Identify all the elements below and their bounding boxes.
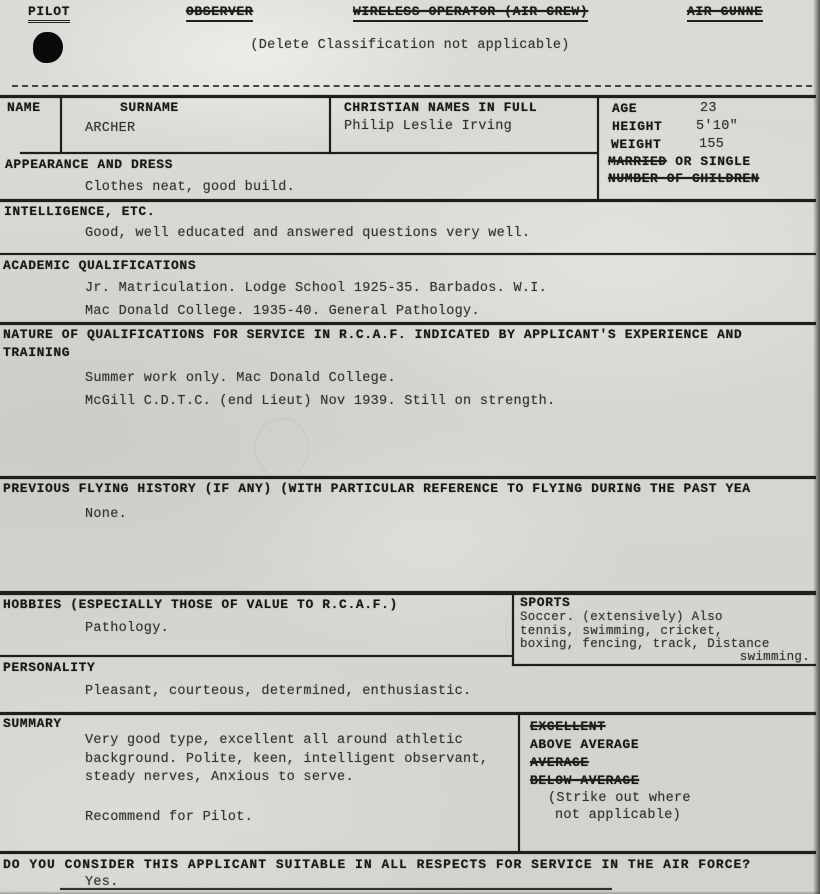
age-label: AGE	[612, 101, 638, 116]
vrule-name-cell	[60, 96, 62, 153]
suitability-question: DO YOU CONSIDER THIS APPLICANT SUITABLE IN ALL RESPECTS FOR SERVICE IN THE AIR FORCE?	[3, 857, 752, 872]
number-of-children-label	[608, 171, 759, 186]
rule-nature-bottom	[0, 476, 816, 479]
weight-label: WEIGHT	[611, 137, 662, 152]
rating-above-average: ABOVE AVERAGE	[530, 737, 640, 752]
delete-classification-note: (Delete Classification not applicable)	[250, 38, 570, 53]
rule-summary-bottom	[0, 851, 816, 854]
children-struck: NUMBER OF CHILDREN	[608, 171, 760, 186]
married-struck: MARRIED	[608, 154, 667, 169]
weight-value: 155	[699, 137, 725, 152]
rule-hobbies-bottom	[0, 655, 512, 657]
pilot-label: PILOT	[28, 4, 70, 23]
rule-bottom-partial	[60, 888, 612, 890]
scan-edge-right	[813, 0, 820, 894]
rule-namerow-top	[0, 95, 816, 98]
rule-personality-bottom	[0, 712, 816, 715]
academic-line-2: Mac Donald College. 1935-40. General Pathology.	[85, 304, 480, 319]
personality-value: Pleasant, courteous, determined, enthusiastic.	[85, 684, 472, 699]
rule-intelligence-bottom	[0, 253, 816, 255]
nature-label-line-1: NATURE OF QUALIFICATIONS FOR SERVICE IN R.C.A.F. INDICATED BY APPLICANT'S EXPERIENCE AND	[3, 327, 743, 342]
surname-value: ARCHER	[85, 121, 136, 136]
rule-sports-bottom	[512, 664, 816, 666]
rule-flying-bottom	[0, 591, 816, 595]
rating-average	[530, 755, 589, 770]
vrule-sports-cell	[512, 593, 514, 666]
vrule-rating-cell	[518, 714, 520, 851]
rating-excellent	[530, 719, 606, 734]
height-value: 5'10"	[696, 119, 739, 134]
summary-label: SUMMARY	[3, 716, 62, 731]
sports-line-2: tennis, swimming, cricket,	[520, 624, 723, 638]
sports-label: SPORTS	[520, 595, 571, 610]
classification-observer	[186, 4, 253, 19]
nature-label-line-2: TRAINING	[3, 345, 71, 360]
embossed-seal-mark	[255, 418, 309, 478]
married-or-single-label	[608, 154, 751, 169]
christian-names-value: Philip Leslie Irving	[344, 119, 513, 134]
christian-names-label: CHRISTIAN NAMES IN FULL	[344, 100, 538, 115]
air-gunner-label: AIR GUNNE	[687, 4, 763, 22]
classification-wireless-operator	[353, 4, 588, 19]
hobbies-value: Pathology.	[85, 621, 170, 636]
wireless-operator-label: WIRELESS OPERATOR (AIR CREW)	[353, 4, 588, 22]
vrule-christian-cell	[329, 96, 331, 154]
flying-history-label: PREVIOUS FLYING HISTORY (IF ANY) (WITH PARTICULAR REFERENCE TO FLYING DURING THE PAST YEA	[3, 481, 751, 496]
observer-label: OBSERVER	[186, 4, 253, 22]
rating-average-struck: AVERAGE	[530, 755, 589, 770]
sports-line-1: Soccer. (extensively) Also	[520, 610, 723, 624]
suitability-answer: Yes.	[85, 875, 119, 890]
rating-excellent-struck: EXCELLENT	[530, 719, 606, 734]
height-label: HEIGHT	[612, 119, 663, 134]
sports-line-3: boxing, fencing, track, Distance	[520, 637, 770, 651]
vrule-stats-cell	[597, 96, 599, 200]
intelligence-label: INTELLIGENCE, ETC.	[4, 204, 156, 219]
rating-below-average-struck: BELOW AVERAGE	[530, 773, 640, 788]
nature-line-1: Summer work only. Mac Donald College.	[85, 371, 396, 386]
rule-name-bottom	[20, 152, 597, 154]
rule-appearance-bottom	[0, 199, 816, 202]
summary-recommendation: Recommend for Pilot.	[85, 810, 254, 825]
name-label: NAME	[7, 100, 41, 115]
nature-line-2: McGill C.D.T.C. (end Lieut) Nov 1939. Still on strength.	[85, 394, 556, 409]
classification-air-gunner	[687, 4, 763, 19]
age-value: 23	[700, 101, 717, 116]
flying-history-value: None.	[85, 507, 128, 522]
rating-note-line-2: not applicable)	[555, 808, 682, 823]
summary-line-3: steady nerves, Anxious to serve.	[85, 770, 354, 785]
appearance-value: Clothes neat, good build.	[85, 180, 296, 195]
rating-note-line-1: (Strike out where	[548, 791, 691, 806]
intelligence-value: Good, well educated and answered questions very well.	[85, 226, 531, 241]
hobbies-label: HOBBIES (ESPECIALLY THOSE OF VALUE TO R.C.A.F.)	[3, 597, 398, 612]
rule-academic-bottom	[0, 322, 816, 325]
personality-label: PERSONALITY	[3, 660, 96, 675]
sports-line-4: swimming.	[739, 650, 810, 664]
academic-line-1: Jr. Matriculation. Lodge School 1925-35. Barbados. W.I.	[85, 281, 548, 296]
summary-line-2: background. Polite, keen, intelligent observant,	[85, 752, 489, 767]
rule-top-dashed	[12, 85, 812, 87]
single-kept: OR SINGLE	[675, 154, 751, 169]
academic-label: ACADEMIC QUALIFICATIONS	[3, 258, 197, 273]
appearance-label: APPEARANCE AND DRESS	[5, 157, 174, 172]
rating-below-average	[530, 773, 639, 788]
surname-label: SURNAME	[120, 100, 179, 115]
summary-line-1: Very good type, excellent all around athletic	[85, 733, 464, 748]
classification-pilot	[28, 4, 70, 19]
